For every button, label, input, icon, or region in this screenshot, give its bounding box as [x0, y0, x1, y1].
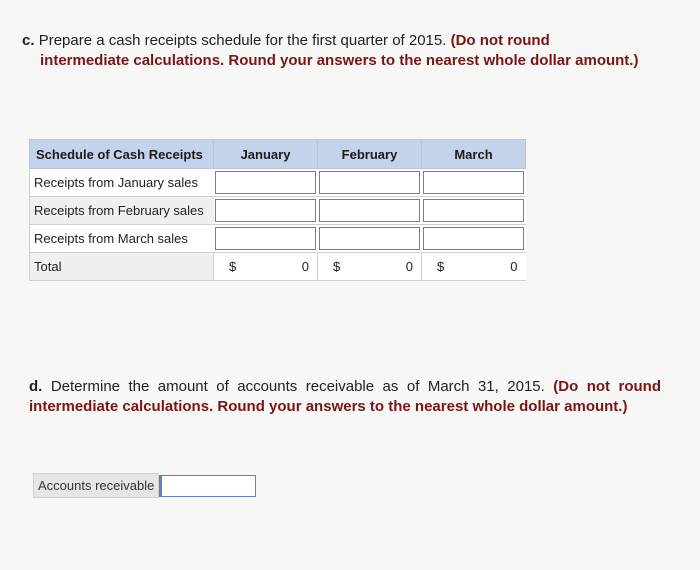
cell: [214, 197, 318, 225]
cell: [422, 225, 526, 253]
schedule-header: Schedule of Cash Receipts: [30, 140, 214, 169]
cell: [318, 197, 422, 225]
total-february: [318, 253, 422, 281]
cell: [318, 225, 422, 253]
schedule-header-row: [30, 140, 526, 169]
jan-receipts-feb-input[interactable]: [215, 199, 316, 222]
question-c-note-2: intermediate calculations. Round your answers to the nearest whole dollar: [40, 52, 571, 69]
currency-symbol: $: [229, 259, 237, 274]
question-d-label: d.: [29, 378, 43, 395]
cell: [422, 169, 526, 197]
feb-receipts-mar-input[interactable]: [319, 227, 420, 250]
total-value: 0: [405, 259, 413, 274]
total-january: [214, 253, 318, 281]
table-row: [30, 197, 526, 225]
question-c-note-3: amount.): [575, 52, 639, 69]
month-header-march: March: [422, 140, 526, 169]
month-header-february: February: [318, 140, 422, 169]
question-d-note-1: (Do not round: [553, 378, 661, 395]
total-row: [30, 253, 526, 281]
feb-receipts-jan-input[interactable]: [319, 171, 420, 194]
question-d-note-2: intermediate calculations. Round your answers to the nearest whole dollar: [29, 398, 560, 415]
row-label: Receipts from February sales: [30, 197, 214, 225]
total-march: [422, 253, 526, 281]
currency-symbol: $: [437, 259, 445, 274]
question-c-note-1: (Do not round: [450, 32, 550, 49]
row-label: Receipts from March sales: [30, 225, 214, 253]
jan-receipts-jan-input[interactable]: [215, 171, 316, 194]
accounts-receivable-input[interactable]: [159, 475, 256, 497]
table-row: [30, 169, 526, 197]
row-label: Receipts from January sales: [30, 169, 214, 197]
feb-receipts-feb-input[interactable]: [319, 199, 420, 222]
mar-receipts-mar-input[interactable]: [423, 227, 524, 250]
accounts-receivable-label: Accounts receivable: [33, 473, 159, 498]
question-d: [29, 377, 661, 417]
question-c-label: c.: [22, 32, 35, 49]
currency-symbol: $: [333, 259, 341, 274]
cell: [422, 197, 526, 225]
question-d-text: Determine the amount of accounts receivable as of March 31, 2015.: [50, 378, 545, 395]
total-value: 0: [510, 259, 518, 274]
cell: [214, 169, 318, 197]
question-c: [22, 31, 672, 71]
mar-receipts-jan-input[interactable]: [423, 171, 524, 194]
month-header-january: January: [214, 140, 318, 169]
question-d-note-3: amount.): [564, 398, 628, 415]
accounts-receivable-row: [33, 473, 256, 498]
cash-receipts-schedule: [29, 139, 526, 281]
cell: [318, 169, 422, 197]
total-label: Total: [30, 253, 214, 281]
total-value: 0: [301, 259, 309, 274]
table-row: [30, 225, 526, 253]
cell: [214, 225, 318, 253]
question-c-text: Prepare a cash receipts schedule for the first quarter of 2015.: [38, 32, 447, 49]
jan-receipts-mar-input[interactable]: [215, 227, 316, 250]
mar-receipts-feb-input[interactable]: [423, 199, 524, 222]
